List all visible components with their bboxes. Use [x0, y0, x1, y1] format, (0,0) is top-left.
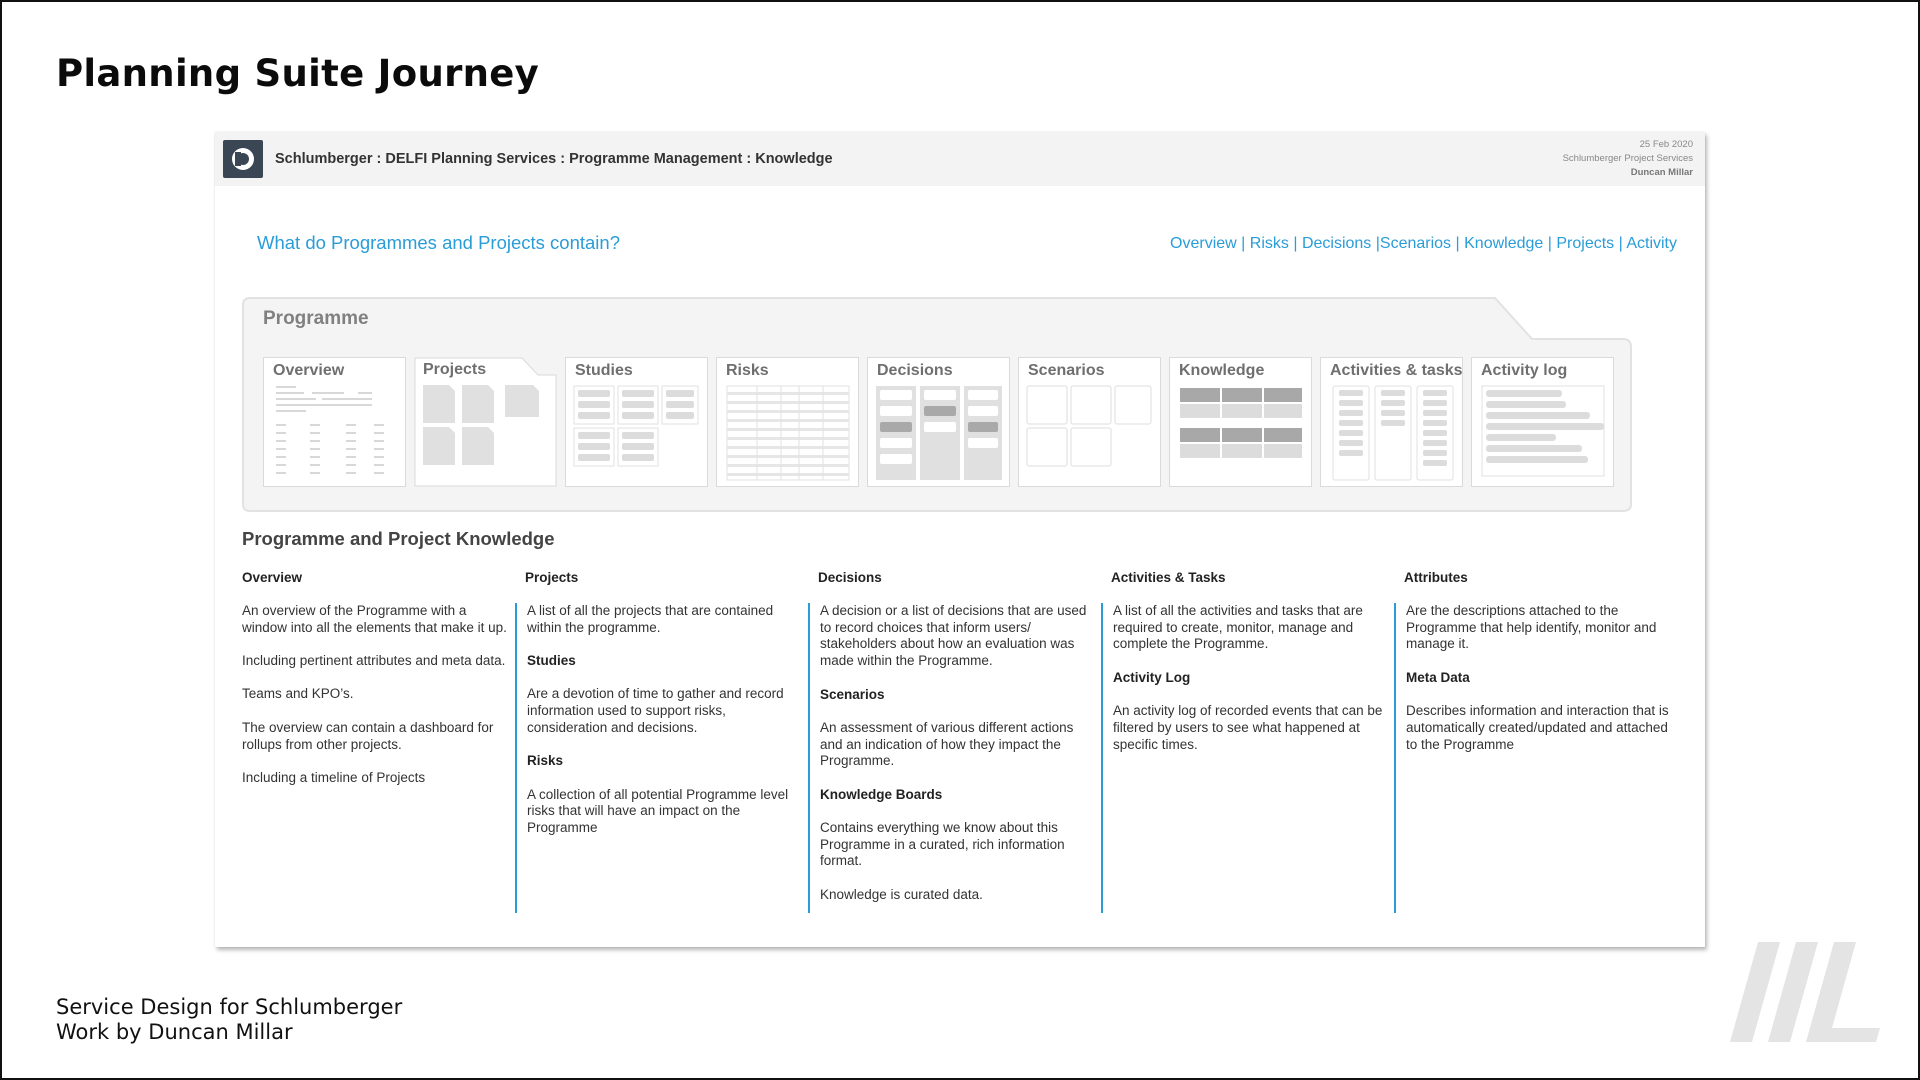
- module-label: Studies: [575, 362, 633, 379]
- column-heading: Projects: [525, 570, 579, 585]
- nav-separator: |: [1241, 235, 1246, 252]
- knowledge-thumbnail-icon: [1176, 384, 1305, 482]
- module-card-overview[interactable]: [263, 357, 406, 487]
- breadcrumb: Schlumberger : DELFI Planning Services : Programme Management : Knowledge: [275, 151, 833, 167]
- column-body: [1394, 603, 1684, 913]
- column-paragraph: Including a timeline of Projects: [242, 769, 426, 785]
- nav-link-scenarios[interactable]: Scenarios: [1379, 235, 1452, 252]
- activities-thumbnail-icon: [1327, 384, 1456, 482]
- column-subheading: Activity Log: [1113, 669, 1191, 685]
- module-label: Overview: [273, 362, 345, 379]
- nav-separator: |: [1375, 235, 1380, 252]
- module-label: Decisions: [877, 362, 953, 379]
- column-body: [515, 603, 805, 913]
- column-paragraph: An activity log of recorded events that can be filtered by users to see what happened at specific times.: [1113, 703, 1383, 752]
- column-paragraph: An assessment of various different actions and an indication of how they impact the Programme.: [820, 719, 1074, 769]
- footer-line: Service Design for Schlumberger: [56, 995, 403, 1019]
- delfi-logo-icon: [223, 140, 263, 178]
- column-paragraph: The overview can contain a dashboard for rollups from other projects.: [242, 719, 494, 752]
- knowledge-column-activities: [1101, 570, 1391, 913]
- nav-link-activity[interactable]: Activity: [1626, 235, 1677, 252]
- nav-link-overview[interactable]: Overview: [1170, 235, 1237, 252]
- module-card-scenarios[interactable]: [1018, 357, 1161, 487]
- nav-separator: |: [1618, 235, 1623, 252]
- column-paragraph: Are the descriptions attached to the Programme that help identify, monitor and manage it.: [1406, 603, 1657, 652]
- document-meta: [1563, 138, 1693, 180]
- nav-link-projects[interactable]: Projects: [1556, 235, 1615, 252]
- scenarios-thumbnail-icon: [1025, 384, 1154, 482]
- footer-line: Work by Duncan Millar: [56, 1020, 293, 1044]
- module-label: Risks: [726, 362, 769, 379]
- nav-separator: |: [1547, 235, 1552, 252]
- nav-link-knowledge[interactable]: Knowledge: [1464, 235, 1544, 252]
- column-heading: Attributes: [1404, 570, 1468, 585]
- column-heading: Activities & Tasks: [1111, 570, 1226, 585]
- column-paragraph: A list of all the projects that are contained within the programme.: [527, 603, 774, 635]
- column-paragraph: An overview of the Programme with a window into all the elements that make it up.: [242, 603, 507, 635]
- column-paragraph: A collection of all potential Programme level risks that will have an impact on the Programme: [527, 786, 789, 836]
- knowledge-document: [215, 132, 1705, 947]
- module-card-activities-tasks[interactable]: [1320, 357, 1463, 487]
- column-paragraph: Knowledge is curated data.: [820, 886, 983, 902]
- slide-title: Planning Suite Journey: [56, 52, 540, 95]
- document-date: 25 Feb 2020: [1639, 139, 1693, 150]
- brand-logo-icon: [1730, 940, 1890, 1045]
- knowledge-column-overview: [242, 570, 517, 913]
- document-author: Duncan Millar: [1630, 167, 1693, 178]
- section-question: What do Programmes and Projects contain?: [257, 232, 620, 253]
- module-label: Projects: [423, 361, 487, 378]
- module-card-decisions[interactable]: [867, 357, 1010, 487]
- column-paragraph: A list of all the activities and tasks that are required to create, monitor, manage and complete the Programme.: [1113, 603, 1363, 652]
- knowledge-column-projects: [515, 570, 805, 913]
- column-paragraph: Teams and KPO’s.: [242, 686, 354, 702]
- nav-link-decisions[interactable]: Decisions: [1301, 235, 1372, 252]
- document-header: [215, 132, 1705, 186]
- module-label: Activity log: [1481, 362, 1568, 379]
- module-card-activity-log[interactable]: [1471, 357, 1614, 487]
- knowledge-column-attributes: [1394, 570, 1684, 913]
- slide-footer: [56, 995, 402, 1045]
- studies-thumbnail-icon: [572, 384, 701, 482]
- programme-title: Programme: [263, 308, 369, 329]
- module-card-risks[interactable]: [716, 357, 859, 487]
- column-body: [242, 603, 517, 913]
- module-label: Scenarios: [1028, 362, 1105, 379]
- column-paragraph: Describes information and interaction that is automatically created/updated and attached to the Programme: [1406, 703, 1669, 752]
- column-paragraph: Are a devotion of time to gather and record information used to support risks, consideration and decisions.: [527, 686, 784, 735]
- column-body: [808, 603, 1098, 913]
- nav-separator: |: [1455, 235, 1460, 252]
- module-label: Knowledge: [1179, 362, 1265, 379]
- document-org: Schlumberger Project Services: [1562, 153, 1693, 164]
- column-subheading: Meta Data: [1406, 669, 1470, 685]
- nav-link-risks[interactable]: Risks: [1249, 235, 1289, 252]
- column-subheading: Scenarios: [820, 686, 885, 702]
- module-card-knowledge[interactable]: [1169, 357, 1312, 487]
- risks-thumbnail-icon: [723, 384, 852, 482]
- column-subheading: Studies: [527, 653, 576, 669]
- column-subheading: Risks: [527, 753, 564, 769]
- knowledge-section-title: Programme and Project Knowledge: [242, 528, 555, 549]
- module-card-studies[interactable]: [565, 357, 708, 487]
- nav-separator: |: [1293, 235, 1298, 252]
- column-body: [1101, 603, 1391, 913]
- column-paragraph: Including pertinent attributes and meta data.: [242, 653, 506, 669]
- column-paragraph: Contains everything we know about this Programme in a curated, rich information format.: [820, 820, 1065, 869]
- activity-log-thumbnail-icon: [1478, 384, 1607, 482]
- quick-nav: [1170, 235, 1677, 253]
- column-subheading: Knowledge Boards: [820, 786, 943, 802]
- decisions-thumbnail-icon: [874, 384, 1003, 482]
- projects-thumbnail-icon: [420, 383, 549, 481]
- overview-thumbnail-icon: [270, 384, 399, 482]
- column-paragraph: A decision or a list of decisions that are used to record choices that inform users/ stakeholders about how an evaluation was made within the Programme.: [820, 603, 1087, 669]
- module-label: Activities & tasks: [1330, 362, 1463, 379]
- module-card-projects[interactable]: [414, 357, 557, 487]
- column-heading: Decisions: [818, 570, 882, 585]
- knowledge-column-decisions: [808, 570, 1098, 913]
- column-heading: Overview: [242, 570, 303, 585]
